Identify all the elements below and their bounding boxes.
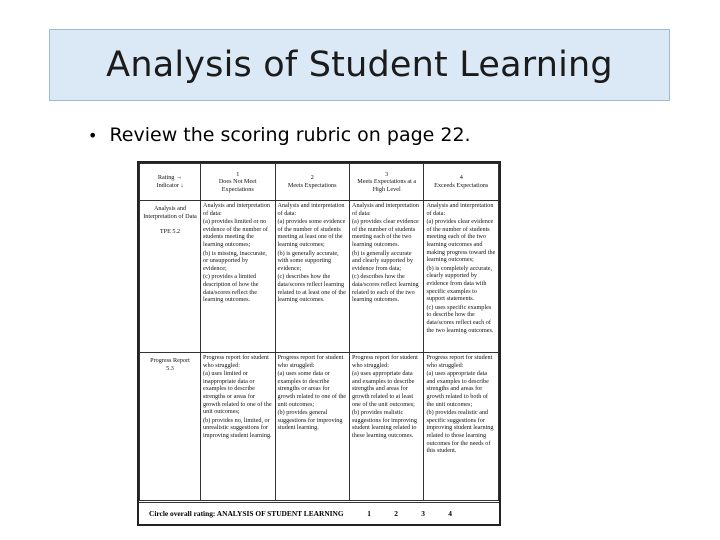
overall-rating-options: [356, 509, 464, 518]
rubric-image: [137, 161, 501, 526]
rubric-cell: Progress report for student who struggled: (a) uses some data or examples to describe strengths or areas for growth related to one of the unit outcomes; (b) provides general suggestions for improving student learning.: [275, 353, 349, 501]
rating-option: 3: [421, 509, 425, 518]
rubric-footer: [139, 502, 499, 524]
row-header: Analysis and Interpretation of Data TPE 5.2: [140, 201, 201, 353]
rating-label: Rating →: [157, 174, 183, 182]
bullet-dot-icon: •: [88, 125, 98, 145]
slide-title: Analysis of Student Learning: [106, 45, 613, 85]
rubric-row-progress: [140, 353, 499, 501]
level-header: 2 Meets Expectations: [275, 164, 349, 201]
bullet-text: Review the scoring rubric on page 22.: [109, 124, 471, 146]
overall-rating-label: Circle overall rating: ANALYSIS OF STUDENT LEARNING: [149, 509, 344, 518]
rubric-header-row: [140, 164, 499, 201]
level-header: 3 Meets Expectations at a High Level: [349, 164, 423, 201]
rubric-row-analysis: [140, 201, 499, 353]
rubric-cell: Analysis and interpretation of data: (a) provides clear evidence of the number of students meeting each of the two learning outcomes and making progress toward the learning outcomes; (b) is completely accurate, clearly supported by evidence from data with specific examples to support statements. (c) uses specific examples to describe how the data/scores reflect each of the two learning outcomes.: [424, 201, 499, 353]
rubric-cell: Progress report for student who struggled: (a) uses limited or inappropriate data or examples to describe strengths or areas for growth related to one of the unit outcomes; (b) provides no, limited, or unrealistic suggestions for improving student learning.: [201, 353, 275, 501]
rubric-cell: Analysis and interpretation of data: (a) provides limited or no evidence of the number of students meeting the learning outcomes; (b) is missing, inaccurate, or unsupported by evidence; (c) provides a limited description of how the data/scores reflect the learning outcomes.: [201, 201, 275, 353]
rubric-cell: Progress report for student who struggled: (a) uses appropriate data and examples to describe strengths and areas for growth related to both of the unit outcomes; (b) provides realistic and specific suggestions for improving student learning related to those learning outcomes for the needs of this student.: [424, 353, 499, 501]
rating-option: 2: [394, 509, 398, 518]
row-header: Progress Report 5.3: [140, 353, 201, 501]
rating-option: 4: [448, 509, 452, 518]
rubric-cell: Analysis and interpretation of data: (a) provides clear evidence of the number of students meeting each of the two learning outcomes. (b) is generally accurate and clearly supported by evidence from data; (c) describes how the data/scores reflect learning related to each of the two learning outcomes.: [349, 201, 423, 353]
rubric-corner-cell: [140, 164, 201, 201]
rating-option: 1: [367, 509, 371, 518]
level-header: 1 Does Not Meet Expectations: [201, 164, 275, 201]
indicator-label: Indicator ↓: [156, 182, 184, 189]
bullet-item: [88, 124, 471, 146]
rubric-cell: Progress report for student who struggled: (a) uses appropriate data and examples to describe strengths and areas for growth related to at least one of the unit outcomes; (b) provides realistic suggestions for improving student learning related to these learning outcomes.: [349, 353, 423, 501]
slide-title-box: [49, 29, 670, 101]
level-header: 4 Exceeds Expectations: [424, 164, 499, 201]
rubric-table: [139, 163, 499, 501]
rubric-cell: Analysis and interpretation of data: (a) provides some evidence of the number of students meeting at least one of the learning outcomes; (b) is generally accurate, with some supporting evidence; (c) describes how the data/scores reflect learning related to at least one of the learning outcomes.: [275, 201, 349, 353]
